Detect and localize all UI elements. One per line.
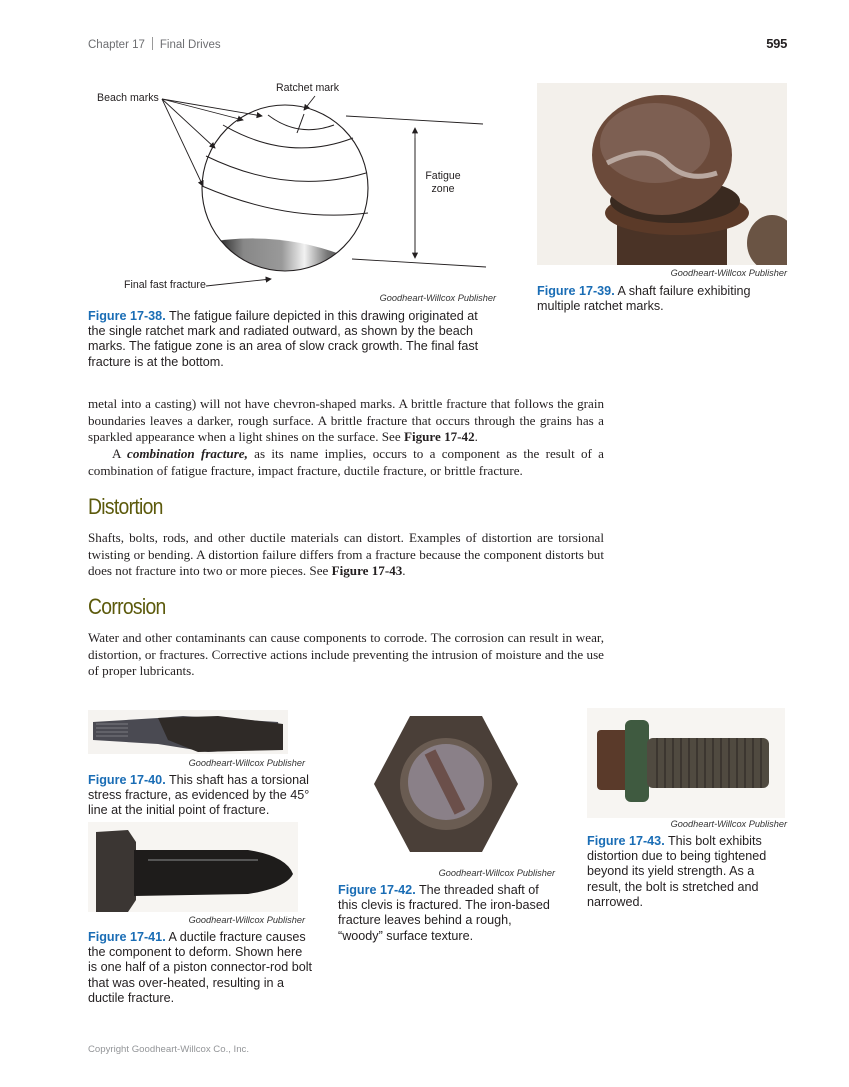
key-term: combination fracture,	[127, 446, 248, 462]
figure-caption-17-39: Figure 17-39. A shaft failure exhibiting multiple ratchet marks.	[537, 284, 751, 314]
stretched-bolt-photo-icon	[587, 708, 785, 818]
chapter-title: Final Drives	[159, 39, 221, 51]
section-heading-distortion: Distortion	[88, 494, 163, 519]
figure-17-38	[88, 78, 498, 300]
page-number: 595	[766, 36, 787, 51]
label-beach-marks: Beach marks	[97, 92, 159, 104]
photo-credit: Goodheart-Willcox Publisher	[379, 293, 496, 303]
figure-label: Figure 17-42.	[338, 883, 416, 897]
body-paragraphs	[88, 396, 604, 480]
figure-label: Figure 17-43.	[587, 834, 665, 848]
shaft-ratchet-photo-icon	[537, 83, 787, 265]
figure-label: Figure 17-41.	[88, 930, 166, 944]
chapter-number: Chapter 17	[88, 39, 145, 51]
photo-credit: Goodheart-Willcox Publisher	[670, 268, 787, 278]
label-fatigue-zone: Fatigue zone	[425, 170, 461, 195]
figure-label: Figure 17-39.	[537, 284, 615, 298]
corrosion-paragraph: Water and other contaminants can cause components to corrode. The corrosion can result in wear, distortion, or fractures. Corrective actions include preventing the intrusion of moisture and the use of proper lubricants.	[88, 630, 604, 679]
distortion-paragraph: Shafts, bolts, rods, and other ductile materials can distort. Examples of distortion are torsional twisting or bending. A distortion failure differs from a fracture because the component distorts but does not fracture into two or more pieces. See Figure 17-43.	[88, 530, 604, 579]
figure-caption-17-43: Figure 17-43. This bolt exhibits distortion due to being tightened beyond its yield strength. As a result, the bolt is stretched and narrowed.	[587, 834, 767, 909]
photo-credit: Goodheart-Willcox Publisher	[670, 819, 787, 829]
figure-17-42-photo	[370, 712, 520, 862]
label-ratchet-mark: Ratchet mark	[276, 82, 339, 94]
paragraph: metal into a casting) will not have chevron-shaped marks. A brittle fracture that follows the grain boundaries leaves a darker, rough surface. A brittle fracture that occurs through the grains has a sparkled appearance when a light shines on the surface. See Figure 17-42.	[88, 396, 604, 445]
figure-caption-17-40: Figure 17-40. This shaft has a torsional stress fracture, as evidenced by the 45° line at the initial point of fracture.	[88, 773, 310, 818]
figure-label: Figure 17-38.	[88, 309, 166, 323]
section-heading-corrosion: Corrosion	[88, 594, 166, 619]
ductile-bolt-photo-icon	[88, 822, 298, 912]
figure-caption-17-41: Figure 17-41. A ductile fracture causes the component to deform. Shown here is one half of a piston connector-rod bolt that was over-heated, resulting in a ductile fracture.	[88, 930, 313, 1005]
figure-label: Figure 17-40.	[88, 773, 166, 787]
label-final-fast-fracture: Final fast fracture	[124, 279, 206, 291]
photo-credit: Goodheart-Willcox Publisher	[438, 868, 555, 878]
figure-reference: Figure 17-42	[403, 429, 475, 445]
figure-17-41-photo	[88, 822, 298, 912]
torsional-shaft-photo-icon	[88, 710, 288, 754]
copyright-footer: Copyright Goodheart-Willcox Co., Inc.	[88, 1044, 250, 1055]
figure-caption-17-42: Figure 17-42. The threaded shaft of this clevis is fractured. The iron-based fracture leaves behind a rough, “woody” surface texture.	[338, 883, 550, 943]
clevis-fracture-photo-icon	[370, 712, 520, 862]
figure-17-43-photo	[587, 708, 785, 818]
figure-17-40-photo	[88, 710, 288, 754]
photo-credit: Goodheart-Willcox Publisher	[188, 915, 305, 925]
figure-caption-17-38: Figure 17-38. The fatigue failure depicted in this drawing originated at the single ratchet mark and radiated outward, as shown by the beach marks. The fatigue zone is an area of slow crack growth. The final fast fracture is at the bottom.	[88, 309, 479, 369]
photo-credit: Goodheart-Willcox Publisher	[188, 758, 305, 768]
divider	[152, 37, 153, 50]
running-head	[88, 37, 221, 51]
figure-17-39-photo	[537, 83, 787, 265]
paragraph: A combination fracture, as its name implies, occurs to a component as the result of a combination of fatigue fracture, impact fracture, ductile fracture, or brittle fracture.	[88, 446, 604, 478]
figure-reference: Figure 17-43	[331, 563, 403, 579]
